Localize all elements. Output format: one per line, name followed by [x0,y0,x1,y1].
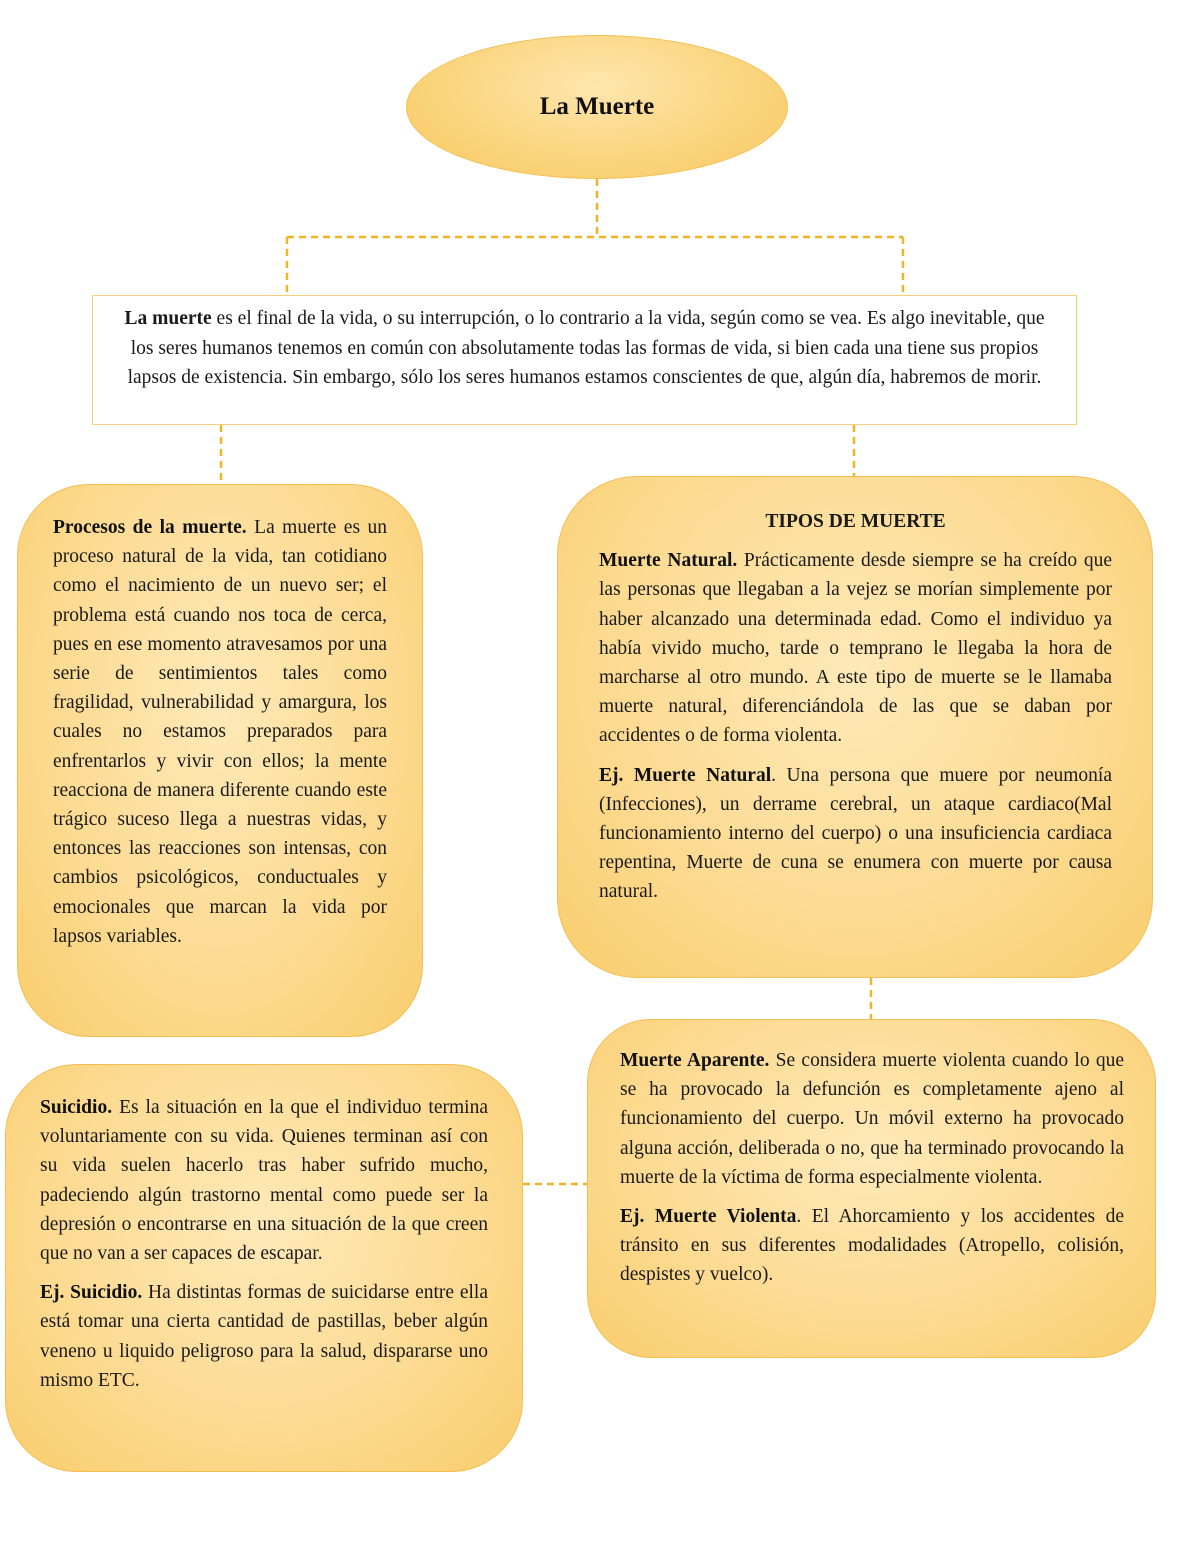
natural-example-text: . Una persona que muere por neumonía (Infecciones), un derrame cerebral, un ataque cardiaco(Mal funcionamiento interno del cuerpo) o una insuficiencia cardiaca repentina, Muerte de cuna se enumera con muerte por causa natural. [599,764,1113,903]
definition-term: La muerte [124,308,212,329]
natural-text: Prácticamente desde siempre se ha creído que las personas que llegaban a la vejez se morían simplemente por haber alcanzado una determinada edad. Como el individuo ya había vivido mucho, tarde o temprano le llegaba la hora de marcharse al otro mundo. A este tipo de muerte se le llamaba muerte natural, diferenciándola de las que se daban por accidentes o de forma violenta. [599,550,1113,747]
aparente-card [587,1019,1156,1358]
procesos-paragraph [53,513,387,951]
violenta-example-text: . El Ahorcamiento y los accidentes de tránsito en sus diferentes modalidades (Atropello, colisión, despistes y vuelco). [620,1206,1124,1286]
diagram-title: La Muerte [539,93,655,120]
natural-example-paragraph [599,761,1112,907]
violenta-example-term: Ej. Muerte Violenta [620,1206,797,1228]
title-ellipse [406,35,788,179]
procesos-term: Procesos de la muerte. [53,517,247,538]
suicidio-example-text: Ha distintas formas de suicidarse entre ella está tomar una cierta cantidad de pastillas, beber algún veneno u liquido peligroso para la salud, dispararse uno mismo ETC. [40,1282,488,1391]
natural-example-term: Ej. Muerte Natural [599,764,772,786]
suicidio-example-paragraph [40,1278,488,1395]
definition-box [92,295,1077,425]
suicidio-paragraph [40,1093,488,1268]
procesos-text: La muerte es un proceso natural de la vida, tan cotidiano como el nacimiento de un nuevo ser; el problema está cuando nos toca de cerca, pues en ese momento atravesamos por una serie de sentimientos tales como fragilidad, vulnerabilidad y amargura, los cuales no estamos preparados para enfrentarlos y vivir con ellos; la mente reacciona de manera diferente cuando este trágico suceso llega a nuestras vidas, y entonces las reacciones son intensas, con cambios psicológicos, conductuales y emocionales que marcan la vida por lapsos variables. [53,517,387,947]
natural-paragraph [599,546,1112,750]
suicidio-text: Es la situación en la que el individuo termina voluntariamente con su vida. Quienes terminan así con su vida suelen hacerlo tras haber sufrido mucho, padeciendo algún trastorno mental como puede ser la depresión o encontrarse en una situación de la que creen que no van a ser capaces de escapar. [40,1097,488,1265]
suicidio-example-term: Ej. Suicidio. [40,1282,143,1304]
tipos-card [557,476,1153,978]
aparente-paragraph [620,1046,1124,1192]
suicidio-term: Suicidio. [40,1097,113,1118]
procesos-card [17,484,423,1037]
aparente-text: Se considera muerte violenta cuando lo que se ha provocado la defunción es completamente ajeno al funcionamiento del cuerpo. Un móvil externo ha provocado alguna acción, deliberada o no, que ha terminado provocando la muerte de la víctima de forma especialmente violenta. [620,1050,1124,1188]
natural-term: Muerte Natural. [599,550,738,572]
aparente-term: Muerte Aparente. [620,1050,770,1071]
violenta-example-paragraph [620,1202,1124,1290]
tipos-heading: TIPOS DE MUERTE [765,511,946,532]
definition-text: es el final de la vida, o su interrupción, o lo contrario a la vida, según como se vea. Es algo inevitable, que los seres humanos tenemos en común con absolutamente todas las formas de vida, si bien cada una tiene sus propios lapsos de existencia. Sin embargo, sólo los seres humanos estamos conscientes de que, algún día, habremos de morir. [127,308,1045,388]
suicidio-card [5,1064,523,1472]
